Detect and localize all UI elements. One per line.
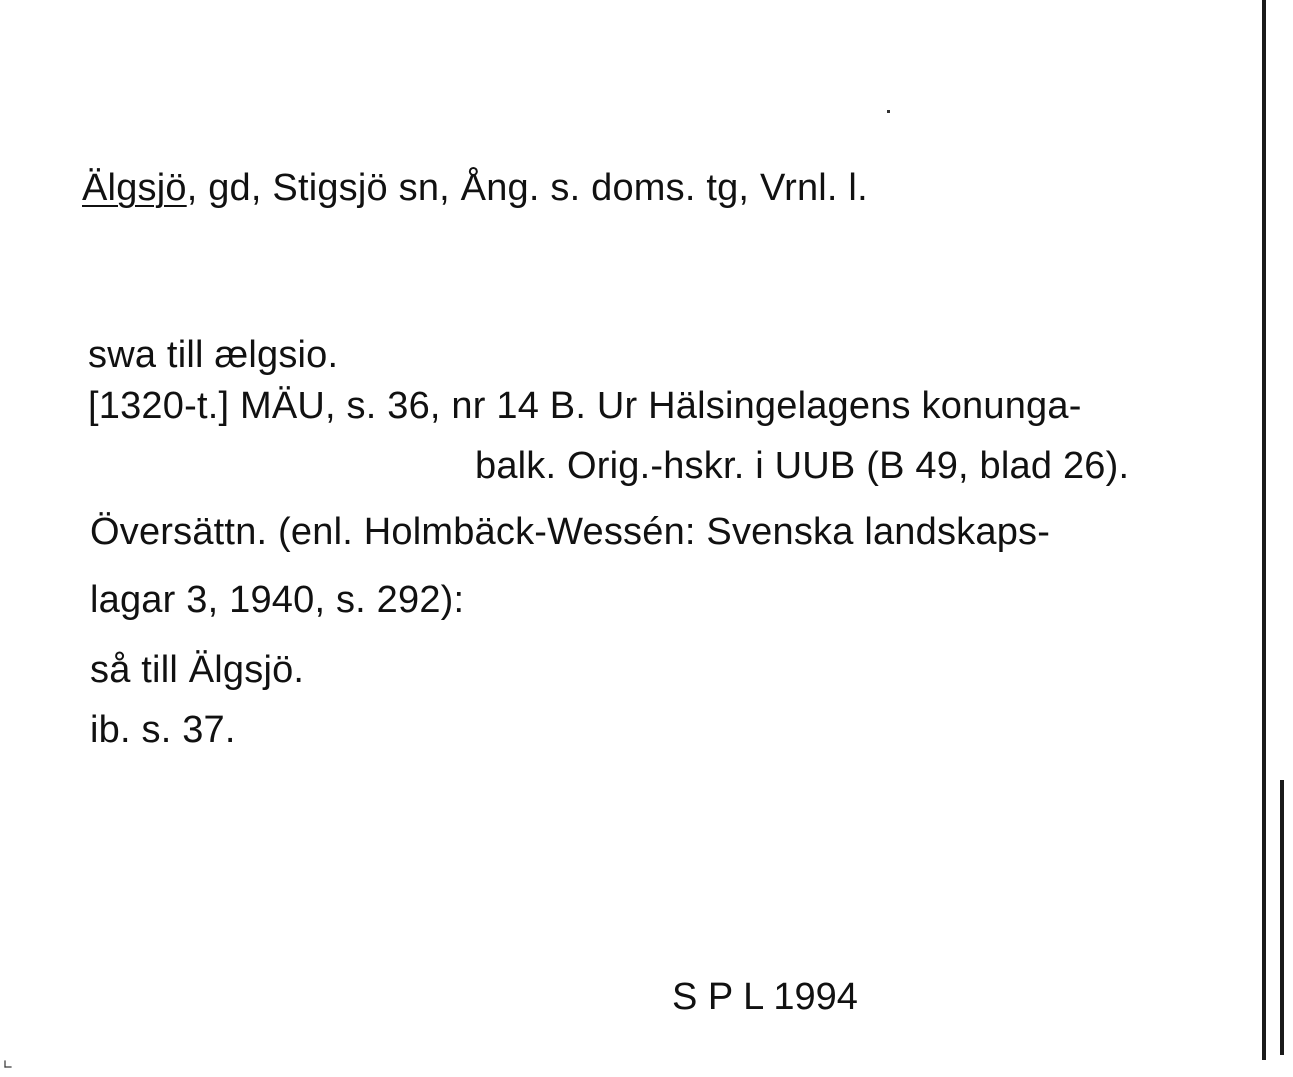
- header-details: , gd, Stigsjö sn, Ång. s. doms. tg, Vrnl. l.: [186, 167, 868, 209]
- card-footer: S P L 1994: [672, 976, 858, 1018]
- headword: Älgsjö: [82, 167, 187, 209]
- quote-original: swa till ælgsio.: [88, 334, 339, 376]
- card-right-edge: [1262, 0, 1266, 1060]
- quote-translation: så till Älgsjö.: [90, 649, 305, 691]
- scan-corner-mark: [4, 1060, 11, 1067]
- source-reference-continued: balk. Orig.-hskr. i UUB (B 49, blad 26).: [475, 445, 1130, 487]
- ibid-reference: ib. s. 37.: [90, 709, 236, 751]
- scan-speck: [887, 110, 890, 113]
- translation-reference: Översättn. (enl. Holmbäck-Wessén: Svenska landskaps-: [90, 511, 1051, 553]
- card-header: [82, 166, 868, 210]
- translation-reference-continued: lagar 3, 1940, s. 292):: [90, 579, 465, 621]
- card-right-edge-lower: [1280, 780, 1284, 1055]
- source-reference: [1320-t.] MÄU, s. 36, nr 14 B. Ur Hälsingelagens konunga-: [88, 385, 1082, 427]
